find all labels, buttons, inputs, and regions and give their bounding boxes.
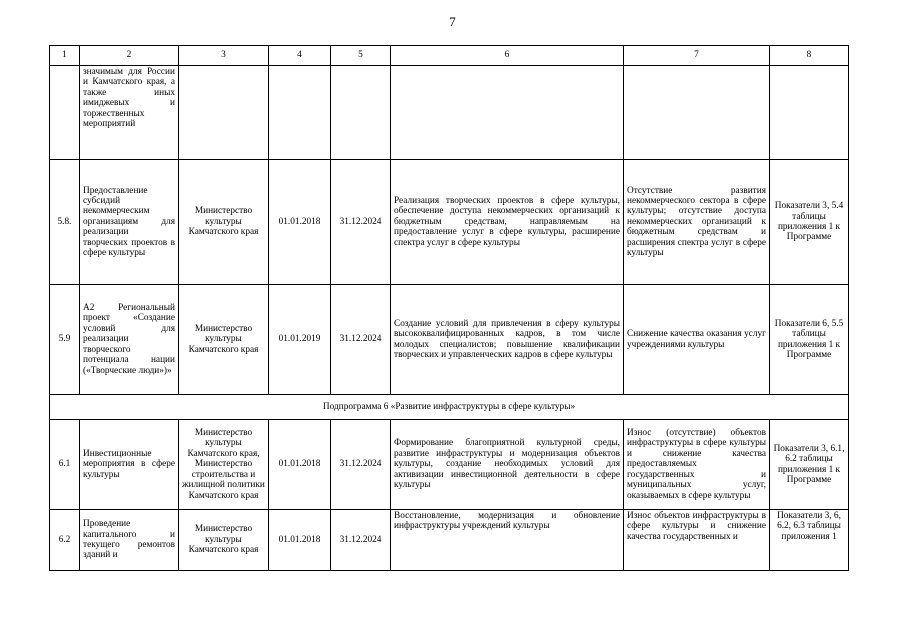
subprogram-row xyxy=(50,395,849,420)
header-cell: 3 xyxy=(179,46,269,66)
table-row xyxy=(50,420,849,510)
measure-name: Инвестиционные мероприятия в сфере культуры xyxy=(80,420,179,510)
row-number: 5.9 xyxy=(50,285,80,395)
end-date: 31.12.2024 xyxy=(331,510,391,571)
measure-name: А2 Региональный проект «Создание условий для реализации творческого потенциала нации («Творческие люди»)» xyxy=(80,285,179,395)
indicator-link: Показатели 3, 6.1, 6.2 таблицы приложения 1 к Программе xyxy=(770,420,849,510)
table-row xyxy=(50,160,849,285)
executor: Министерство культуры Камчатского края xyxy=(179,285,269,395)
indicator-link xyxy=(770,66,849,160)
measure-name: значимым для России и Камчатского края, а также иных имиджевых и торжественных мероприятий xyxy=(80,66,179,160)
start-date: 01.01.2019 xyxy=(269,285,331,395)
header-cell: 1 xyxy=(50,46,80,66)
executor xyxy=(179,66,269,160)
start-date: 01.01.2018 xyxy=(269,160,331,285)
executor: Министерство культуры Камчатского края xyxy=(179,510,269,571)
expected-result xyxy=(391,66,624,160)
end-date: 31.12.2024 xyxy=(331,420,391,510)
header-cell: 5 xyxy=(331,46,391,66)
measure-name: Предоставление субсидий некоммерческим организациям для реализации творческих проектов в сфере культуры xyxy=(80,160,179,285)
executor: Министерство культуры Камчатского края, Министерство строительства и жилищной политики Камчатского края xyxy=(179,420,269,510)
row-number xyxy=(50,66,80,160)
consequence xyxy=(624,66,770,160)
expected-result: Формирование благоприятной культурной среды, развитие инфраструктуры и модернизация объектов культуры, создание необходимых условий для активизации инвестиционной деятельности в сфере культуры xyxy=(391,420,624,510)
row-number: 5.8. xyxy=(50,160,80,285)
header-cell: 6 xyxy=(391,46,624,66)
page-number: 7 xyxy=(449,14,456,29)
header-cell: 8 xyxy=(770,46,849,66)
measure-name: Проведение капитального и текущего ремонтов зданий и xyxy=(80,510,179,571)
consequence: Отсутствие развития некоммерческого сектора в сфере культуры; отсутствие доступа некоммерческих организаций к бюджетным средствам и расширения спектра услуг в сфере культуры xyxy=(624,160,770,285)
indicator-link: Показатели 3, 5.4 таблицы приложения 1 к Программе xyxy=(770,160,849,285)
table-row xyxy=(50,510,849,571)
indicator-link: Показатели 3, 6, 6.2, 6.3 таблицы приложения 1 xyxy=(770,510,849,571)
consequence: Износ объектов инфраструктуры в сфере культуры и снижение качества государственных и xyxy=(624,510,770,571)
table-row xyxy=(50,66,849,160)
expected-result: Реализация творческих проектов в сфере культуры, обеспечение доступа некоммерческих организаций к бюджетным средствам, направляемым на предоставление услуг в сфере культуры, расширение спектра услуг в сфере культуры xyxy=(391,160,624,285)
header-row xyxy=(50,46,849,66)
end-date xyxy=(331,66,391,160)
expected-result: Восстановление, модернизация и обновление инфраструктуры учреждений культуры xyxy=(391,510,624,571)
consequence: Снижение качества оказания услуг учреждениями культуры xyxy=(624,285,770,395)
header-cell: 7 xyxy=(624,46,770,66)
header-cell: 4 xyxy=(269,46,331,66)
start-date xyxy=(269,66,331,160)
expected-result: Создание условий для привлечения в сферу культуры высококвалифицированных кадров, в том числе молодых специалистов; повышение квалификации творческих и управленческих кадров в сфере культуры xyxy=(391,285,624,395)
row-number: 6.1 xyxy=(50,420,80,510)
measures-table xyxy=(49,45,849,571)
start-date: 01.01.2018 xyxy=(269,420,331,510)
indicator-link: Показатели 6, 5.5 таблицы приложения 1 к Программе xyxy=(770,285,849,395)
header-cell: 2 xyxy=(80,46,179,66)
row-number: 6.2 xyxy=(50,510,80,571)
end-date: 31.12.2024 xyxy=(331,160,391,285)
executor: Министерство культуры Камчатского края xyxy=(179,160,269,285)
consequence: Износ (отсутствие) объектов инфраструктуры в сфере культуры и снижение качества предоставляемых государственных и муниципальных услуг, оказываемых в сфере культуры xyxy=(624,420,770,510)
end-date: 31.12.2024 xyxy=(331,285,391,395)
start-date: 01.01.2018 xyxy=(269,510,331,571)
table-row xyxy=(50,285,849,395)
subprogram-title: Подпрограмма 6 «Развитие инфраструктуры в сфере культуры» xyxy=(50,395,849,420)
